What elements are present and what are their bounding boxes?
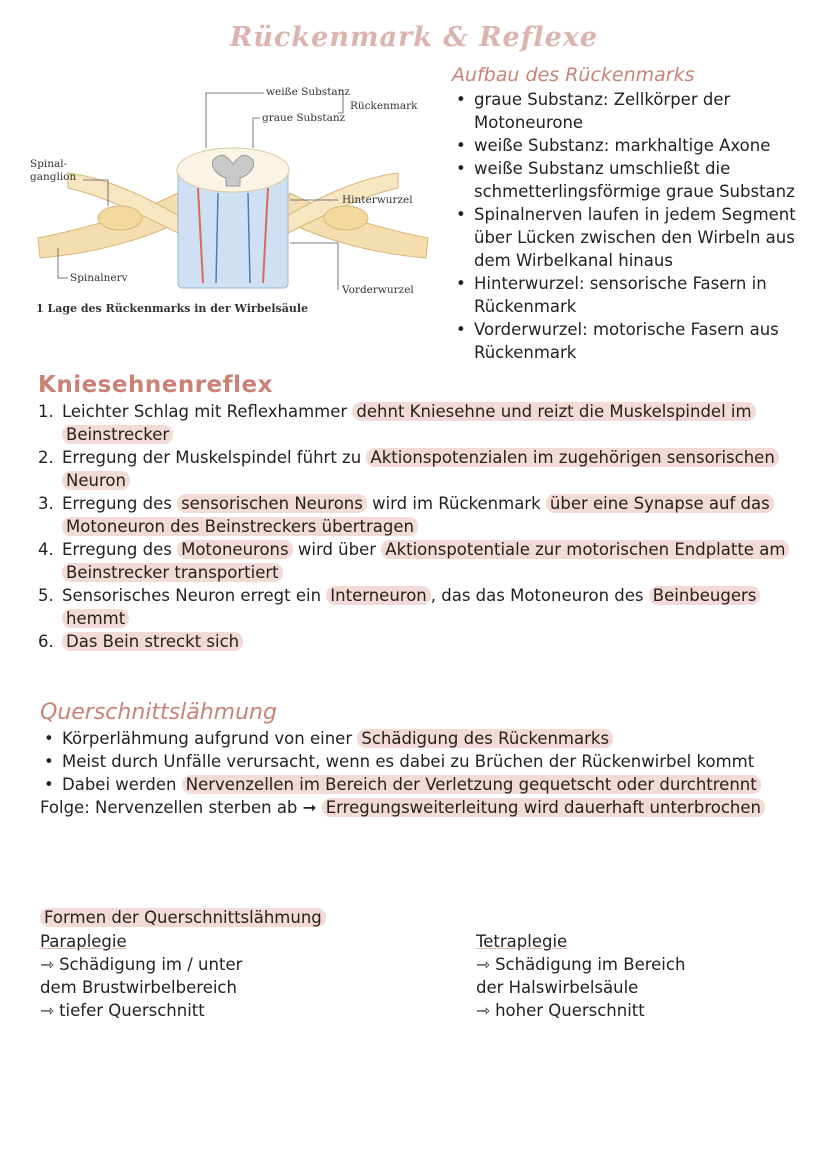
aufbau-title: Aufbau des Rückenmarks <box>452 64 695 86</box>
paraplegie-line: dem Brustwirbelbereich <box>40 978 237 997</box>
paraplegie-block <box>40 930 400 1022</box>
aufbau-item: • Hinterwurzel: sensorische Fasern in Rückenmark <box>452 272 812 318</box>
aufbau-item: • weiße Substanz: markhaltige Axone <box>452 134 812 157</box>
quer-folge: Folge: Nervenzellen sterben ab ➞ Erregungsweiterleitung wird dauerhaft unterbrochen <box>40 796 790 819</box>
aufbau-item: • graue Substanz: Zellkörper der Motoneurone <box>452 88 812 134</box>
label-hinterwurzel: Hinterwurzel <box>342 194 413 206</box>
tetraplegie-block <box>476 930 796 1022</box>
label-spinalganglion: Spinal- ganglion <box>30 158 77 183</box>
quer-item: • Dabei werden Nervenzellen im Bereich der Verletzung gequetscht oder durchtrennt <box>40 773 790 796</box>
aufbau-item: • weiße Substanz umschließt die schmetterlingsförmige graue Substanz <box>452 157 812 203</box>
figure-caption: 1 Lage des Rückenmarks in der Wirbelsäule <box>36 302 309 315</box>
knie-title: Kniesehnenreflex <box>38 372 273 398</box>
tetraplegie-line: ⇾ hoher Querschnitt <box>476 1001 645 1020</box>
label-weisse-substanz: weiße Substanz <box>266 86 350 98</box>
paraplegie-line: ⇾ Schädigung im / unter <box>40 955 243 974</box>
tetraplegie-title: Tetraplegie <box>476 932 568 951</box>
tetraplegie-line: der Halswirbelsäule <box>476 978 639 997</box>
aufbau-section <box>452 64 812 364</box>
knie-step: 1. Leichter Schlag mit Reflexhammer dehnt Kniesehne und reizt die Muskelspindel im Beinstrecker <box>38 400 788 446</box>
label-vorderwurzel: Vorderwurzel <box>342 284 414 296</box>
quer-item: • Körperlähmung aufgrund von einer Schädigung des Rückenmarks <box>40 727 790 750</box>
arrow-right-icon: ➞ <box>302 798 317 817</box>
knie-step: 5. Sensorisches Neuron erregt ein Interneuron , das das Motoneuron des Beinbeugers hemmt <box>38 584 788 630</box>
knie-step: 6. Das Bein streckt sich <box>38 630 788 653</box>
aufbau-item: • Vorderwurzel: motorische Fasern aus Rückenmark <box>452 318 812 364</box>
paraplegie-line: ⇾ tiefer Querschnitt <box>40 1001 205 1020</box>
knie-section <box>38 372 788 653</box>
quer-section <box>40 700 790 819</box>
label-spinalnerv: Spinalnerv <box>70 272 128 284</box>
quer-list <box>40 727 790 796</box>
knie-step: 2. Erregung der Muskelspindel führt zu Aktionspotenzialen im zugehörigen sensorischen Neuron <box>38 446 788 492</box>
knie-steps <box>38 400 788 653</box>
page-title: Rückenmark & Reflexe <box>229 22 599 53</box>
formen-title: Formen der Querschnittslähmung <box>40 906 800 929</box>
quer-item: • Meist durch Unfälle verursacht, wenn es dabei zu Brüchen der Rückenwirbel kommt <box>40 750 790 773</box>
aufbau-list <box>452 88 812 364</box>
knie-step: 3. Erregung des sensorischen Neurons wird im Rückenmark über eine Synapse auf das Motoneuron des Beinstreckers übertragen <box>38 492 788 538</box>
label-graue-substanz: graue Substanz <box>262 112 346 124</box>
formen-section <box>40 906 800 1020</box>
label-rueckenmark: Rückenmark <box>350 100 418 112</box>
quer-title: Querschnittslähmung <box>40 700 277 725</box>
paraplegie-title: Paraplegie <box>40 932 127 951</box>
aufbau-item: • Spinalnerven laufen in jedem Segment über Lücken zwischen den Wirbeln aus dem Wirbelkanal hinaus <box>452 203 812 272</box>
tetraplegie-line: ⇾ Schädigung im Bereich <box>476 955 686 974</box>
knie-step: 4. Erregung des Motoneurons wird über Aktionspotentiale zur motorischen Endplatte am Beinstrecker transportiert <box>38 538 788 584</box>
spinal-cord-figure <box>28 78 438 328</box>
